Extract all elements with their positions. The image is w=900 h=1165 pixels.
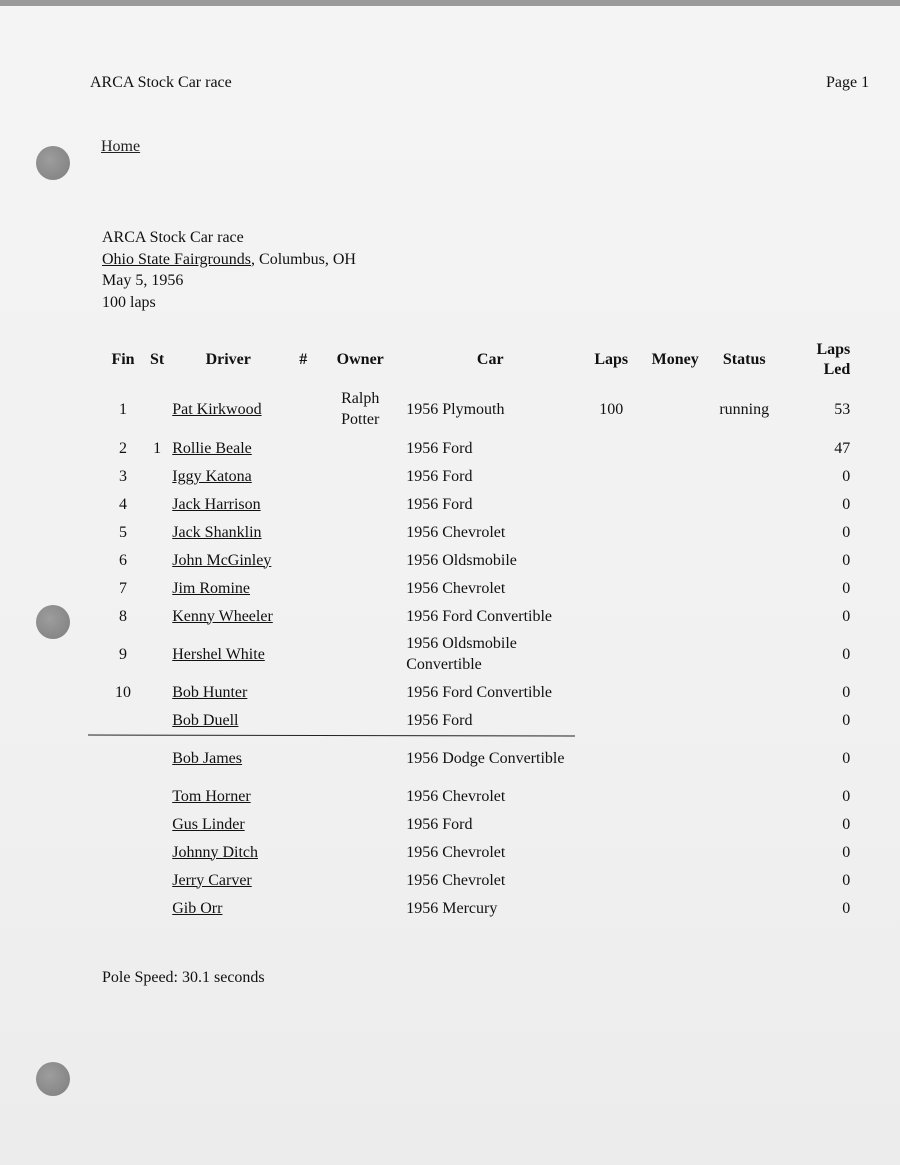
car-cell: 1956 Chevrolet	[406, 579, 506, 597]
owner-cell	[318, 490, 402, 518]
start-cell	[146, 866, 168, 894]
driver-link[interactable]: Iggy Katona	[172, 467, 252, 485]
driver-cell	[168, 838, 288, 866]
laps-cell	[578, 894, 644, 922]
laps-led-cell: 0	[842, 871, 851, 889]
status-cell	[706, 838, 782, 866]
car-cell: 1956 Ford Convertible	[406, 607, 552, 625]
status-cell	[706, 630, 782, 678]
status-cell	[706, 490, 782, 518]
track-link[interactable]: Ohio State Fairgrounds	[102, 250, 252, 268]
driver-cell	[168, 706, 288, 734]
owner-cell	[318, 734, 402, 782]
col-driver: Driver	[205, 351, 251, 368]
status-cell: running	[719, 400, 770, 418]
money-cell	[644, 706, 706, 734]
start-cell	[146, 574, 168, 602]
laps-led-cell: 0	[842, 843, 851, 861]
start-cell	[146, 490, 168, 518]
car-number-cell	[288, 630, 318, 678]
status-cell	[706, 462, 782, 490]
fin-cell: 8	[119, 607, 127, 625]
laps-cell	[578, 434, 644, 462]
col-owner: Owner	[336, 351, 384, 368]
fin-cell	[100, 810, 146, 838]
car-number-cell	[288, 782, 318, 810]
table-row	[100, 630, 854, 678]
owner-cell	[318, 574, 402, 602]
money-cell	[644, 810, 706, 838]
table-row	[100, 518, 854, 546]
table-row	[100, 434, 854, 462]
driver-link[interactable]: Bob Duell	[172, 711, 239, 729]
col-status: Status	[722, 351, 766, 368]
fin-cell	[100, 734, 146, 782]
owner-cell	[318, 838, 402, 866]
laps-led-cell: 0	[842, 495, 851, 513]
money-cell	[644, 546, 706, 574]
laps-led-cell: 0	[842, 579, 851, 597]
laps-cell	[578, 602, 644, 630]
driver-link[interactable]: Bob James	[172, 749, 243, 767]
binder-hole	[36, 146, 70, 180]
table-row	[100, 678, 854, 706]
laps-led-cell: 0	[842, 683, 851, 701]
car-number-cell	[288, 602, 318, 630]
car-number-cell	[288, 574, 318, 602]
driver-cell	[168, 518, 288, 546]
driver-cell	[168, 678, 288, 706]
driver-link[interactable]: Jack Shanklin	[172, 523, 262, 541]
money-cell	[644, 630, 706, 678]
table-row	[100, 546, 854, 574]
table-row	[100, 490, 854, 518]
owner-cell	[318, 434, 402, 462]
laps-led-cell: 0	[842, 787, 851, 805]
race-date: May 5, 1956	[102, 272, 184, 289]
car-number-cell	[288, 866, 318, 894]
driver-cell	[168, 734, 288, 782]
driver-link[interactable]: Hershel White	[172, 645, 265, 663]
table-row	[100, 866, 854, 894]
money-cell	[644, 462, 706, 490]
owner-cell	[318, 602, 402, 630]
start-cell	[146, 678, 168, 706]
driver-link[interactable]: John McGinley	[172, 551, 272, 569]
table-header	[100, 336, 854, 384]
driver-cell	[168, 866, 288, 894]
money-cell	[644, 894, 706, 922]
table-row	[100, 462, 854, 490]
owner-cell	[318, 706, 402, 734]
owner-cell	[318, 866, 402, 894]
col-laps: Laps	[594, 351, 629, 368]
status-cell	[706, 894, 782, 922]
fin-cell	[100, 706, 146, 734]
driver-link[interactable]: Jerry Carver	[172, 871, 252, 889]
driver-link[interactable]: Jim Romine	[172, 579, 251, 597]
car-cell: 1956 Ford	[406, 495, 473, 513]
driver-cell	[168, 490, 288, 518]
start-cell	[146, 630, 168, 678]
car-cell: 1956 Plymouth	[406, 400, 505, 418]
car-number-cell	[288, 490, 318, 518]
status-cell	[706, 810, 782, 838]
car-number-cell	[288, 546, 318, 574]
car-number-cell	[288, 894, 318, 922]
fin-cell: 2	[119, 439, 127, 457]
fin-cell	[100, 866, 146, 894]
laps-led-cell: 53	[834, 400, 851, 418]
start-cell	[146, 602, 168, 630]
driver-link[interactable]: Gus Linder	[172, 815, 245, 833]
driver-link[interactable]: Johnny Ditch	[172, 843, 259, 861]
owner-cell	[318, 546, 402, 574]
laps-cell	[578, 574, 644, 602]
money-cell	[644, 602, 706, 630]
start-cell	[146, 546, 168, 574]
owner-cell	[318, 894, 402, 922]
start-cell	[146, 838, 168, 866]
race-title: ARCA Stock Car race	[102, 229, 244, 246]
driver-link[interactable]: Rollie Beale	[172, 439, 252, 457]
header-title: ARCA Stock Car race	[90, 74, 232, 91]
table-row	[100, 810, 854, 838]
fin-cell: 3	[119, 467, 127, 485]
car-cell: 1956 Chevrolet	[406, 843, 506, 861]
fin-cell: 4	[119, 495, 127, 513]
pole-speed: Pole Speed: 30.1 seconds	[102, 969, 265, 986]
results-table	[100, 336, 854, 922]
fin-cell: 9	[119, 645, 127, 663]
car-cell: 1956 Dodge Convertible	[406, 749, 565, 767]
fin-cell: 1	[119, 400, 127, 418]
race-info	[102, 227, 356, 313]
car-cell: 1956 Ford	[406, 711, 473, 729]
car-cell: 1956 Chevrolet	[406, 787, 506, 805]
laps-led-cell: 0	[842, 551, 851, 569]
laps-led-cell: 47	[834, 439, 851, 457]
laps-cell	[578, 518, 644, 546]
page-number: Page 1	[826, 74, 870, 91]
laps-cell	[578, 490, 644, 518]
money-cell	[644, 384, 706, 434]
laps-cell	[578, 810, 644, 838]
status-cell	[706, 434, 782, 462]
table-row	[100, 706, 854, 734]
laps-led-cell: 0	[842, 749, 851, 767]
start-cell: 1	[153, 439, 162, 457]
car-cell: 1956 Ford	[406, 815, 473, 833]
laps-led-cell: 0	[842, 899, 851, 917]
owner-cell	[318, 782, 402, 810]
owner-cell	[318, 678, 402, 706]
car-number-cell	[288, 518, 318, 546]
laps-cell	[578, 462, 644, 490]
car-cell: 1956 Oldsmobile	[406, 551, 517, 569]
driver-cell	[168, 894, 288, 922]
owner-cell	[318, 810, 402, 838]
laps-cell	[578, 866, 644, 894]
driver-cell	[168, 434, 288, 462]
car-number-cell	[288, 434, 318, 462]
car-number-cell	[288, 734, 318, 782]
start-cell	[146, 706, 168, 734]
car-cell: 1956 Ford	[406, 439, 473, 457]
driver-cell	[168, 630, 288, 678]
money-cell	[644, 734, 706, 782]
money-cell	[644, 518, 706, 546]
laps-cell	[578, 678, 644, 706]
car-cell: 1956 Chevrolet	[406, 523, 506, 541]
driver-cell	[168, 546, 288, 574]
table-row	[100, 782, 854, 810]
car-number-cell	[288, 706, 318, 734]
driver-link[interactable]: Bob Hunter	[172, 683, 248, 701]
race-location	[102, 249, 356, 271]
table-row	[100, 838, 854, 866]
status-cell	[706, 782, 782, 810]
col-fin: Fin	[111, 351, 135, 368]
laps-cell	[578, 734, 644, 782]
driver-cell	[168, 384, 288, 434]
binder-hole	[36, 605, 70, 639]
laps-led-cell: 0	[842, 645, 851, 663]
table-row	[100, 734, 854, 782]
driver-cell	[168, 810, 288, 838]
fin-cell	[100, 782, 146, 810]
car-number-cell	[288, 838, 318, 866]
start-cell	[146, 384, 168, 434]
money-cell	[644, 434, 706, 462]
owner-cell	[318, 518, 402, 546]
status-cell	[706, 706, 782, 734]
car-number-cell	[288, 384, 318, 434]
race-city: , Columbus, OH	[251, 250, 356, 268]
car-number-cell	[288, 462, 318, 490]
status-cell	[706, 866, 782, 894]
col-laps-led: Laps Led	[816, 341, 851, 378]
status-cell	[706, 678, 782, 706]
laps-cell: 100	[599, 400, 624, 418]
laps-cell	[578, 838, 644, 866]
race-laps: 100 laps	[102, 293, 156, 311]
fin-cell: 6	[119, 551, 127, 569]
fin-cell: 10	[115, 683, 131, 701]
laps-led-cell: 0	[842, 607, 851, 625]
start-cell	[146, 518, 168, 546]
driver-cell	[168, 462, 288, 490]
car-number-cell	[288, 678, 318, 706]
table-row	[100, 574, 854, 602]
binder-hole	[36, 1062, 70, 1096]
laps-cell	[578, 630, 644, 678]
car-cell: 1956 Chevrolet	[406, 871, 506, 889]
start-cell	[146, 810, 168, 838]
col-st: St	[150, 351, 165, 368]
laps-cell	[578, 546, 644, 574]
table-row	[100, 894, 854, 922]
money-cell	[644, 782, 706, 810]
car-cell: 1956 Ford	[406, 467, 473, 485]
status-cell	[706, 546, 782, 574]
start-cell	[146, 894, 168, 922]
laps-led-cell: 0	[842, 467, 851, 485]
driver-link[interactable]: Gib Orr	[172, 899, 223, 917]
table-row	[100, 602, 854, 630]
fin-cell: 7	[119, 579, 127, 597]
money-cell	[644, 866, 706, 894]
driver-cell	[168, 782, 288, 810]
fin-cell: 5	[119, 523, 127, 541]
money-cell	[644, 574, 706, 602]
fin-cell	[100, 838, 146, 866]
driver-cell	[168, 602, 288, 630]
car-cell: 1956 Oldsmobile Convertible	[406, 635, 517, 673]
start-cell	[146, 782, 168, 810]
driver-link[interactable]: Tom Horner	[172, 787, 251, 805]
status-cell	[706, 602, 782, 630]
car-number-cell	[288, 810, 318, 838]
laps-led-cell: 0	[842, 523, 851, 541]
start-cell	[146, 462, 168, 490]
driver-link[interactable]: Kenny Wheeler	[172, 607, 273, 625]
owner-cell: Ralph Potter	[341, 390, 380, 428]
car-cell: 1956 Ford Convertible	[406, 683, 552, 701]
laps-cell	[578, 706, 644, 734]
col-money: Money	[651, 351, 699, 368]
money-cell	[644, 678, 706, 706]
driver-link[interactable]: Jack Harrison	[172, 495, 261, 513]
laps-cell	[578, 782, 644, 810]
start-cell	[146, 734, 168, 782]
car-cell: 1956 Mercury	[406, 899, 498, 917]
laps-led-cell: 0	[842, 711, 851, 729]
money-cell	[644, 838, 706, 866]
col-car: Car	[476, 351, 504, 368]
driver-link[interactable]: Pat Kirkwood	[172, 400, 262, 418]
status-cell	[706, 518, 782, 546]
table-row	[100, 384, 854, 434]
owner-cell	[318, 630, 402, 678]
owner-cell	[318, 462, 402, 490]
money-cell	[644, 490, 706, 518]
home-link[interactable]: Home	[101, 138, 141, 155]
laps-led-cell: 0	[842, 815, 851, 833]
status-cell	[706, 574, 782, 602]
status-cell	[706, 734, 782, 782]
fin-cell	[100, 894, 146, 922]
driver-cell	[168, 574, 288, 602]
col-number: #	[299, 351, 308, 368]
